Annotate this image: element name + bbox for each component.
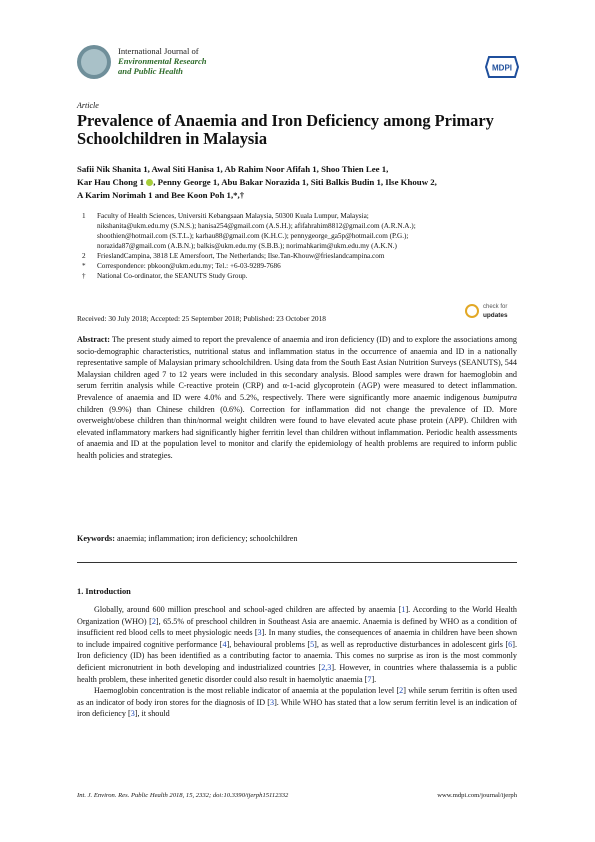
journal-logo <box>77 45 111 79</box>
article-title: Prevalence of Anaemia and Iron Deficiency among Primary Schoolchildren in Malaysia <box>77 111 494 148</box>
author-list: Safii Nik Shanita 1, Awal Siti Hanisa 1, Ab Rahim Noor Afifah 1, Shoo Thien Lee 1, Kar Hau Chong 1 , Penny George 1, Abu Bakar Norazida 1, Siti Balkis Budin 1, Ilse Khouw 2, A Karim Norimah 1 and Bee Koon Poh 1,*,† <box>77 164 437 200</box>
body-text <box>77 604 517 720</box>
section-heading: 1. Introduction <box>77 587 131 596</box>
citation-link[interactable]: 3 <box>257 628 262 638</box>
publication-dates: Received: 30 July 2018; Accepted: 25 September 2018; Published: 23 October 2018 <box>77 314 326 323</box>
affiliations <box>77 211 517 281</box>
correspondence-row: * Correspondence: pbkoon@ukm.edu.my; Tel.: +6-03-9289-7686 <box>82 262 281 270</box>
section-divider <box>77 562 517 563</box>
citation-link[interactable]: 2 <box>151 616 156 626</box>
journal-name: International Journal of Environmental Research and Public Health <box>118 46 207 76</box>
citation-link[interactable]: 5 <box>310 639 315 649</box>
journal-url[interactable]: www.mdpi.com/journal/ijerph <box>437 792 517 799</box>
keywords: Keywords: anaemia; inflammation; iron deficiency; schoolchildren <box>77 534 298 543</box>
mdpi-logo <box>485 56 519 78</box>
footnote-row: † National Co-ordinator, the SEANUTS Study Group. <box>82 272 248 280</box>
page-footer <box>77 792 517 799</box>
citation-link[interactable]: 2,3 <box>321 662 332 672</box>
citation-link[interactable]: 3 <box>130 709 135 719</box>
citation-link[interactable]: 3 <box>270 697 275 707</box>
footer-citation: Int. J. Environ. Res. Public Health 2018, 15, 2332; doi:10.3390/ijerph15112332 <box>77 792 289 799</box>
svg-text:MDPI: MDPI <box>492 63 512 73</box>
affiliation-row: norazida87@gmail.com (A.B.N.); balkis@ukm.edu.my (S.B.B.); norimahkarim@ukm.edu.my (A.K.N.) <box>97 242 397 250</box>
citation-link[interactable]: 2 <box>399 686 404 696</box>
article-type: Article <box>77 101 99 110</box>
citation-link[interactable]: 6 <box>508 639 513 649</box>
citation-link[interactable]: 7 <box>367 674 372 684</box>
affiliation-row: shoothien@hotmail.com (S.T.L.); karhau88@gmail.com (K.H.C.); pennygeorge_ga5p@hotmail.com (P.G.); <box>97 232 409 240</box>
affiliation-row: 1 Faculty of Health Sciences, Universiti Kebangsaan Malaysia, 50300 Kuala Lumpur, Malaysia; <box>82 212 369 220</box>
affiliation-row: 2 FrieslandCampina, 3818 LE Amersfoort, The Netherlands; Ilse.Tan-Khouw@frieslandcampina.com <box>82 252 385 260</box>
citation-link[interactable]: 4 <box>222 639 227 649</box>
affiliation-row: nikshanita@ukm.edu.my (S.N.S.); hanisa254@gmail.com (A.S.H.); afifahrahim8812@gmail.com (A.R.N.A.); <box>97 222 416 230</box>
abstract: Abstract: The present study aimed to report the prevalence of anaemia and iron deficiency (ID) and to explore the associations among socio-demographic characteristics, nutritional status and inflammation status in the occurrence of anaemia and ID in a nationally representative sample of Malaysian primary schoolchildren. Using data from the South East Asian Nutrition Surveys (SEANUTS), 544 Malaysian children aged 7 to 12 years were included in this secondary analysis. Blood samples were drawn for haemoglobin and serum ferritin analysis while C-reactive protein (CRP) and α-1-acid glycoprotein (AGP) were measured to detect inflammation. Prevalence of anaemia and ID were 4.0% and 5.2%, respectively. There were significantly more anaemic indigenous bumiputra children (9.9%) than Chinese children (0.6%). Correction for inflammation did not change the prevalence of ID. More overweight/obese children than thin/normal weight children were found to have elevated acute phase protein (APP). Children with elevated inflammatory markers had significantly higher ferritin level than children without inflammation. Periodic health assessments of anaemia and ID at the population level to monitor and clarify the epidemiology of health problems are required to inform public health policies and strategies. <box>77 335 517 460</box>
check-for-updates-button[interactable]: check for updates <box>465 302 521 324</box>
paragraph: Globally, around 600 million preschool and school-aged children are affected by anaemia [1]. According to the World Health Organization (WHO) [2], 65.5% of preschool children in Southeast Asia are anaemic. Anaemia is defined by WHO as a condition of insufficient red blood cells to meet physiologic needs [3]. In many studies, the consequences of anaemia in children have been shown to include impaired cognitive performance [4], behavioural problems [5], as well as reproductive disturbances in adolescent girls [6]. Iron deficiency (ID) has been identified as a contributing factor to anaemia. This comes no surprise as iron is the most commonly deficient micronutrient in both developing and industrialized countries [2,3]. However, in countries where thalassemia is a public health problem, these inherited genetic disorder could also result in haemolytic anaemia [7]. <box>77 605 518 684</box>
paragraph: Haemoglobin concentration is the most reliable indicator of anaemia at the population level [2] while serum ferritin is often used as an indicator of body iron stores for the diagnosis of ID [3]. While WHO has stated that a low serum ferritin level is an indication of iron deficiency [3], it should <box>77 686 517 719</box>
citation-link[interactable]: 1 <box>401 605 406 614</box>
update-badge-icon <box>465 304 479 318</box>
